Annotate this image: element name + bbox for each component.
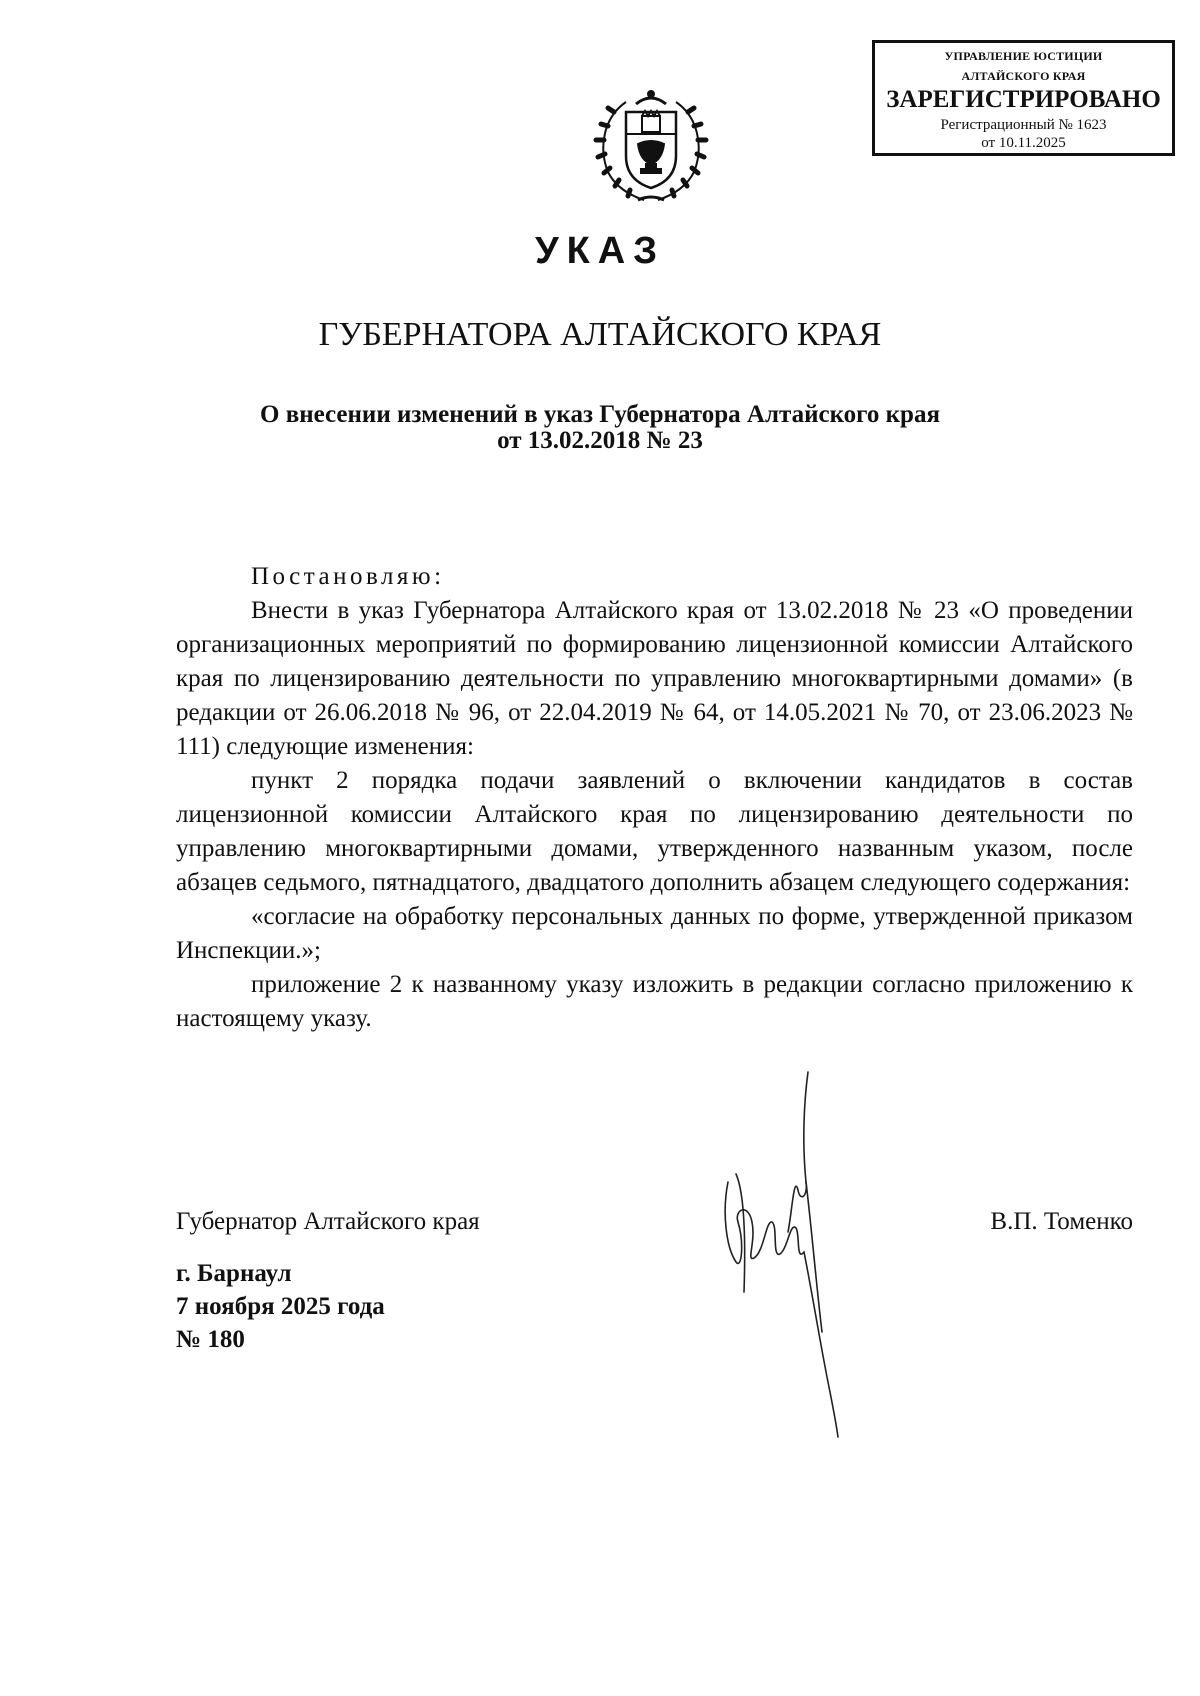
issue-number: № 180	[176, 1326, 245, 1353]
stamp-org-line1: УПРАВЛЕНИЕ ЮСТИЦИИ	[944, 49, 1103, 63]
decree-body	[176, 560, 1133, 1036]
stamp-org-line2: АЛТАЙСКОГО КРАЯ	[961, 69, 1086, 83]
stamp-reg-date: от 10.11.2025	[981, 135, 1066, 151]
issue-date: 7 ноября 2025 года	[176, 1293, 385, 1320]
paragraph-4: приложение 2 к названному указу изложить в редакции согласно приложению к настоящему указу.	[176, 971, 1133, 1032]
signatory-position: Губернатор Алтайского края	[176, 1208, 480, 1235]
document-type: УКАЗ	[534, 230, 666, 272]
signatory-name: В.П. Томенко	[990, 1208, 1133, 1235]
subject-line1: О внесении изменений в указ Губернатора Алтайского края	[260, 401, 940, 428]
handwritten-signature	[708, 1062, 868, 1442]
issue-details	[176, 1257, 385, 1356]
coat-of-arms-icon	[586, 82, 716, 206]
document-issuer: ГУБЕРНАТОРА АЛТАЙСКОГО КРАЯ	[318, 316, 882, 353]
stamp-reg-number: Регистрационный № 1623	[940, 117, 1107, 133]
stamp-status: ЗАРЕГИСТРИРОВАНО	[886, 86, 1161, 113]
issue-place: г. Барнаул	[176, 1260, 292, 1287]
subject-line2: от 13.02.2018 № 23	[497, 427, 703, 454]
document-subject	[0, 402, 1200, 454]
paragraph-2: пункт 2 порядка подачи заявлений о включении кандидатов в состав лицензионной комиссии Алтайского края по лицензированию деятельности по управлению многоквартирными домами, утвержденного названным указом, после абзацев седьмого, пятнадцатого, двадцатого дополнить абзацем следующего содержания:	[176, 767, 1133, 896]
registration-stamp	[872, 40, 1175, 156]
paragraph-3: «согласие на обработку персональных данных по форме, утвержденной приказом Инспекции.»;	[176, 903, 1133, 964]
paragraph-1: Внести в указ Губернатора Алтайского края от 13.02.2018 № 23 «О проведении организационных мероприятий по формированию лицензионной комиссии Алтайского края по лицензированию деятельности по управлению многоквартирными домами» (в редакции от 26.06.2018 № 96, от 22.04.2019 № 64, от 14.05.2021 № 70, от 23.06.2023 № 111) следующие изменения:	[176, 597, 1133, 760]
decree-word: Постановляю:	[251, 563, 445, 590]
